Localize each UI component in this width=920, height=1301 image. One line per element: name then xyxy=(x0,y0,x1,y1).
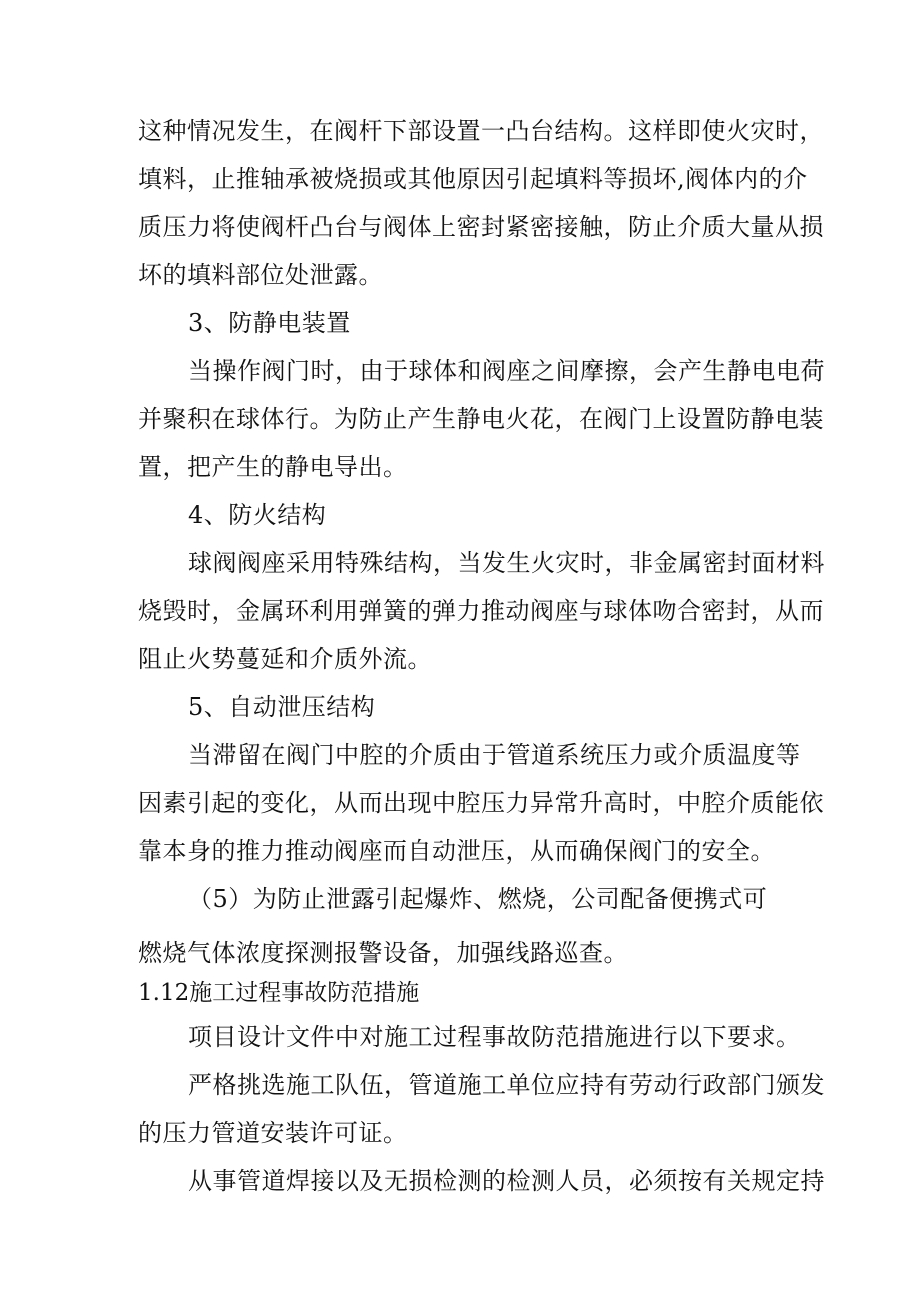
paragraph-line: 置，把产生的静电导出。 xyxy=(138,453,408,481)
paragraph-line: 的压力管道安装许可证。 xyxy=(138,1119,408,1147)
measure-5-line: （5）为防止泄露引起爆炸、燃烧，公司配备便携式可 xyxy=(188,885,768,913)
paragraph-line: 并聚积在球体行。为防止产生静电火花，在阀门上设置防静电装 xyxy=(138,405,824,433)
item-3-title: 3、防静电装置 xyxy=(188,309,351,337)
paragraph-line: 从事管道焊接以及无损检测的检测人员，必须按有关规定持 xyxy=(188,1167,825,1195)
paragraph-line: 严格挑选施工队伍，管道施工单位应持有劳动行政部门颁发 xyxy=(188,1071,825,1099)
paragraph-line: 质压力将使阀杆凸台与阀体上密封紧密接触，防止介质大量从损 xyxy=(138,213,824,241)
paragraph-line: 当操作阀门时，由于球体和阀座之间摩擦，会产生静电电荷 xyxy=(188,357,825,385)
paragraph-line: 坏的填料部位处泄露。 xyxy=(138,261,383,289)
paragraph-line: 球阀阀座采用特殊结构，当发生火灾时，非金属密封面材料 xyxy=(188,549,825,577)
item-5-title: 5、自动泄压结构 xyxy=(188,693,376,721)
section-heading: 1.12施工过程事故防范措施 xyxy=(138,980,420,1006)
paragraph-line: 填料，止推轴承被烧损或其他原因引起填料等损坏,阀体内的介 xyxy=(138,165,808,193)
paragraph-line: 项目设计文件中对施工过程事故防范措施进行以下要求。 xyxy=(188,1023,801,1051)
paragraph-line: 这种情况发生，在阀杆下部设置一凸台结构。这样即使火灾时， xyxy=(138,117,824,145)
paragraph-line: 因素引起的变化，从而出现中腔压力异常升高时，中腔介质能依 xyxy=(138,789,824,817)
paragraph-line: 当滞留在阀门中腔的介质由于管道系统压力或介质温度等 xyxy=(188,741,801,769)
paragraph-line: 靠本身的推力推动阀座而自动泄压，从而确保阀门的安全。 xyxy=(138,837,775,865)
item-4-title: 4、防火结构 xyxy=(188,501,327,529)
paragraph-line: 阻止火势蔓延和介质外流。 xyxy=(138,645,432,673)
paragraph-line: 烧毁时，金属环利用弹簧的弹力推动阀座与球体吻合密封，从而 xyxy=(138,597,824,625)
measure-5-line: 燃烧气体浓度探测报警设备，加强线路巡查。 xyxy=(138,939,628,967)
